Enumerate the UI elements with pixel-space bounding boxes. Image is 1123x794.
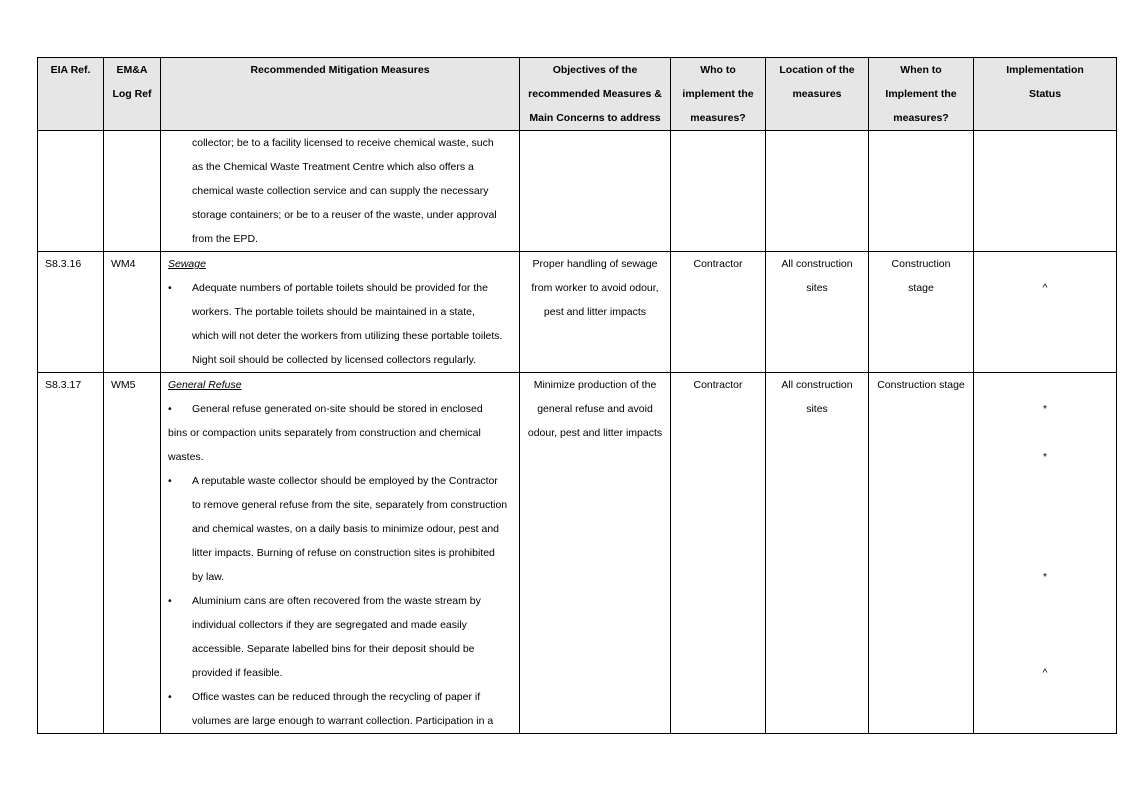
bullet-icon: • — [168, 403, 172, 415]
when-cell: Construction stage — [869, 373, 974, 734]
header-eia-ref: EIA Ref. — [38, 58, 104, 131]
objectives-cell — [520, 131, 671, 252]
table-row — [38, 373, 1117, 734]
status-mark: ^ — [1042, 282, 1048, 294]
when-cell: Construction stage — [869, 252, 974, 373]
objectives-cell: Minimize production of the general refuse and avoid odour, pest and litter impacts — [520, 373, 671, 734]
status-mark: * — [1042, 403, 1048, 415]
who-cell: Contractor — [671, 252, 766, 373]
header-mitigation-measures: Recommended Mitigation Measures — [161, 58, 520, 131]
status-mark: * — [1042, 451, 1048, 463]
when-cell — [869, 131, 974, 252]
ema-ref-cell: WM4 — [104, 252, 161, 373]
section-heading: Sewage — [168, 258, 206, 270]
header-when: When to Implement the measures? — [869, 58, 974, 131]
mitigation-measures-table — [37, 57, 1117, 734]
bullet-icon: • — [168, 691, 172, 703]
header-who: Who to implement the measures? — [671, 58, 766, 131]
section-heading: General Refuse — [168, 379, 242, 391]
table-row — [38, 131, 1117, 252]
status-cell — [974, 373, 1117, 734]
who-cell — [671, 131, 766, 252]
bullet-icon: • — [168, 475, 172, 487]
status-mark: ^ — [1042, 667, 1048, 679]
status-mark: * — [1042, 571, 1048, 583]
location-cell — [766, 131, 869, 252]
location-cell: All construction sites — [766, 252, 869, 373]
status-cell — [974, 131, 1117, 252]
bullet-icon: • — [168, 595, 172, 607]
ema-ref-cell: WM5 — [104, 373, 161, 734]
location-cell: All construction sites — [766, 373, 869, 734]
header-objectives: Objectives of the recommended Measures & Main Concerns to address — [520, 58, 671, 131]
who-cell: Contractor — [671, 373, 766, 734]
header-row — [38, 58, 1117, 131]
eia-ref-cell — [38, 131, 104, 252]
status-cell — [974, 252, 1117, 373]
objectives-cell: Proper handling of sewage from worker to avoid odour, pest and litter impacts — [520, 252, 671, 373]
measures-cell: General Refuse • General refuse generated on-site should be stored in enclosed bins or compaction units separately from construction and chemical wastes. • A reputable waste collector should be employed by the Contractor to remove general refuse from the site, separately from construction and chemical wastes, on a daily basis to minimize odour, pest and litter impacts. Burning of refuse on construction sites is prohibited by law. • Aluminium cans are often recovered from the waste stream by individual collectors if they are segregated and made easily accessible. Separate labelled bins for their deposit should be provided if feasible. • Office wastes can be reduced through the recycling of paper if volumes are large enough to warrant collection. Participation in a — [161, 373, 520, 734]
eia-ref-cell: S8.3.16 — [38, 252, 104, 373]
eia-ref-cell: S8.3.17 — [38, 373, 104, 734]
measures-cell: Sewage • Adequate numbers of portable toilets should be provided for the workers. The portable toilets should be maintained in a state, which will not deter the workers from utilizing these portable toilets. Night soil should be collected by licensed collectors regularly. — [161, 252, 520, 373]
bullet-icon: • — [168, 282, 172, 294]
ema-ref-cell — [104, 131, 161, 252]
header-ema-log-ref: EM&A Log Ref — [104, 58, 161, 131]
header-status: Implementation Status — [974, 58, 1117, 131]
table-row — [38, 252, 1117, 373]
header-location: Location of the measures — [766, 58, 869, 131]
measures-cell: collector; be to a facility licensed to receive chemical waste, such as the Chemical Waste Treatment Centre which also offers a chemical waste collection service and can supply the necessary storage containers; or be to a reuser of the waste, under approval from the EPD. — [161, 131, 520, 252]
